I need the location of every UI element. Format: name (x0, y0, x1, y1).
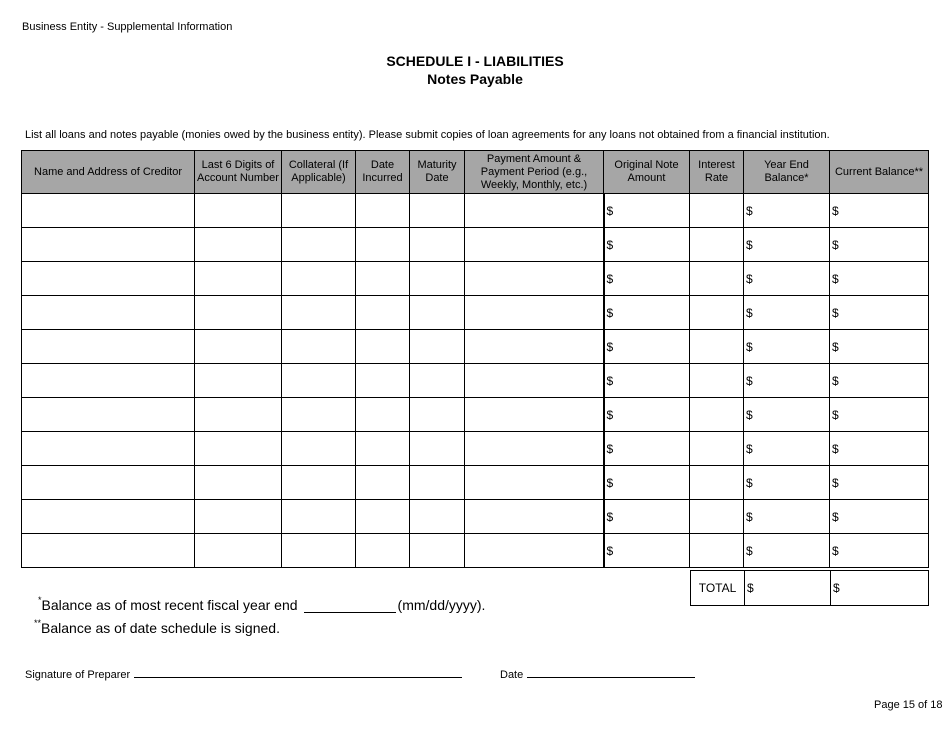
year-end-balance-field[interactable]: $ (744, 432, 830, 466)
table-row (22, 262, 929, 296)
year-end-balance-field[interactable]: $ (744, 500, 830, 534)
year-end-balance-field[interactable]: $ (744, 534, 830, 568)
signature-field[interactable] (134, 667, 462, 678)
maturity-date-field[interactable] (410, 432, 465, 466)
payment-field[interactable] (465, 500, 604, 534)
footnote-text: Balance as of most recent fiscal year end (41, 597, 298, 613)
account-field[interactable] (195, 364, 282, 398)
account-field[interactable] (195, 466, 282, 500)
date-block (500, 667, 695, 681)
interest-rate-field[interactable] (690, 364, 744, 398)
signature-block (25, 667, 462, 681)
interest-rate-field[interactable] (690, 398, 744, 432)
year-end-balance-field[interactable]: $ (744, 228, 830, 262)
date-label: Date (500, 669, 524, 681)
col-header-account: Last 6 Digits of Account Number (195, 151, 282, 194)
date-incurred-field[interactable] (356, 398, 410, 432)
interest-rate-field[interactable] (690, 330, 744, 364)
payment-field[interactable] (465, 364, 604, 398)
collateral-field[interactable] (282, 296, 356, 330)
original-amount-field[interactable]: $ (604, 364, 690, 398)
maturity-date-field[interactable] (410, 398, 465, 432)
date-incurred-field[interactable] (356, 296, 410, 330)
col-header-current-balance: Current Balance** (830, 151, 929, 194)
original-amount-field[interactable]: $ (604, 330, 690, 364)
current-balance-field[interactable]: $ (830, 330, 929, 364)
col-header-date-incurred: Date Incurred (356, 151, 410, 194)
account-field[interactable] (195, 534, 282, 568)
interest-rate-field[interactable] (690, 228, 744, 262)
year-end-balance-field[interactable]: $ (744, 466, 830, 500)
date-incurred-field[interactable] (356, 534, 410, 568)
original-amount-field[interactable]: $ (604, 466, 690, 500)
payment-field[interactable] (465, 330, 604, 364)
payment-field[interactable] (465, 466, 604, 500)
year-end-balance-field[interactable]: $ (744, 194, 830, 228)
creditor-field[interactable] (22, 466, 195, 500)
account-field[interactable] (195, 296, 282, 330)
table-row (22, 228, 929, 262)
footnote-year-end (38, 597, 485, 613)
original-amount-field[interactable]: $ (604, 194, 690, 228)
table-row (22, 296, 929, 330)
fiscal-year-end-date-field[interactable] (304, 598, 396, 613)
creditor-field[interactable] (22, 364, 195, 398)
col-header-year-end-balance: Year End Balance* (744, 151, 830, 194)
schedule-subtitle: Notes Payable (427, 71, 523, 87)
payment-field[interactable] (465, 262, 604, 296)
collateral-field[interactable] (282, 262, 356, 296)
account-field[interactable] (195, 262, 282, 296)
creditor-field[interactable] (22, 262, 195, 296)
col-header-original-amount: Original Note Amount (604, 151, 690, 194)
table-row (22, 432, 929, 466)
table-row (22, 500, 929, 534)
table-row (22, 398, 929, 432)
interest-rate-field[interactable] (690, 296, 744, 330)
year-end-balance-field[interactable]: $ (744, 296, 830, 330)
signature-label: Signature of Preparer (25, 669, 131, 681)
col-header-payment: Payment Amount & Payment Period (e.g., Weekly, Monthly, etc.) (465, 151, 604, 194)
document-header: Business Entity - Supplemental Information (22, 21, 233, 33)
maturity-date-field[interactable] (410, 228, 465, 262)
original-amount-field[interactable]: $ (604, 228, 690, 262)
date-incurred-field[interactable] (356, 262, 410, 296)
original-amount-field[interactable]: $ (604, 432, 690, 466)
creditor-field[interactable] (22, 500, 195, 534)
maturity-date-field[interactable] (410, 364, 465, 398)
year-end-balance-field[interactable]: $ (744, 364, 830, 398)
interest-rate-field[interactable] (690, 500, 744, 534)
total-year-end-field[interactable]: $ (745, 571, 831, 606)
table-row (22, 330, 929, 364)
account-field[interactable] (195, 432, 282, 466)
footnote-marker: ** (34, 618, 42, 628)
table-row (22, 364, 929, 398)
interest-rate-field[interactable] (690, 432, 744, 466)
creditor-field[interactable] (22, 296, 195, 330)
current-balance-field[interactable]: $ (830, 228, 929, 262)
schedule-title: SCHEDULE I - LIABILITIES (386, 53, 564, 69)
maturity-date-field[interactable] (410, 194, 465, 228)
collateral-field[interactable] (282, 534, 356, 568)
date-incurred-field[interactable] (356, 330, 410, 364)
payment-field[interactable] (465, 296, 604, 330)
table-header-row (22, 151, 929, 194)
account-field[interactable] (195, 398, 282, 432)
date-incurred-field[interactable] (356, 466, 410, 500)
creditor-field[interactable] (22, 228, 195, 262)
creditor-field[interactable] (22, 398, 195, 432)
instructions-text: List all loans and notes payable (monies owed by the business entity). Please submit copies of loan agreements for any loans not obtained from a financial institution. (25, 129, 830, 141)
totals-row (690, 570, 929, 606)
interest-rate-field[interactable] (690, 534, 744, 568)
footnote-current (34, 620, 280, 636)
total-label: TOTAL (691, 571, 745, 606)
interest-rate-field[interactable] (690, 466, 744, 500)
page-number: Page 15 of 18 (874, 699, 943, 711)
current-balance-field[interactable]: $ (830, 194, 929, 228)
date-incurred-field[interactable] (356, 500, 410, 534)
maturity-date-field[interactable] (410, 296, 465, 330)
maturity-date-field[interactable] (410, 500, 465, 534)
table-row (22, 194, 929, 228)
date-field[interactable] (527, 667, 695, 678)
interest-rate-field[interactable] (690, 262, 744, 296)
payment-field[interactable] (465, 228, 604, 262)
date-format-hint: (mm/dd/yyyy). (397, 597, 486, 613)
original-amount-field[interactable]: $ (604, 398, 690, 432)
maturity-date-field[interactable] (410, 262, 465, 296)
year-end-balance-field[interactable]: $ (744, 262, 830, 296)
maturity-date-field[interactable] (410, 534, 465, 568)
date-incurred-field[interactable] (356, 194, 410, 228)
table-row (22, 534, 929, 568)
maturity-date-field[interactable] (410, 330, 465, 364)
collateral-field[interactable] (282, 432, 356, 466)
year-end-balance-field[interactable]: $ (744, 398, 830, 432)
maturity-date-field[interactable] (410, 466, 465, 500)
interest-rate-field[interactable] (690, 194, 744, 228)
total-current-field[interactable]: $ (831, 571, 929, 606)
col-header-collateral: Collateral (If Applicable) (282, 151, 356, 194)
current-balance-field[interactable]: $ (830, 534, 929, 568)
current-balance-field[interactable]: $ (830, 262, 929, 296)
table-row (22, 466, 929, 500)
current-balance-field[interactable]: $ (830, 296, 929, 330)
account-field[interactable] (195, 500, 282, 534)
collateral-field[interactable] (282, 500, 356, 534)
creditor-field[interactable] (22, 534, 195, 568)
payment-field[interactable] (465, 432, 604, 466)
date-incurred-field[interactable] (356, 432, 410, 466)
current-balance-field[interactable]: $ (830, 398, 929, 432)
current-balance-field[interactable]: $ (830, 500, 929, 534)
creditor-field[interactable] (22, 194, 195, 228)
current-balance-field[interactable]: $ (830, 432, 929, 466)
original-amount-field[interactable]: $ (604, 296, 690, 330)
original-amount-field[interactable]: $ (604, 262, 690, 296)
col-header-maturity-date: Maturity Date (410, 151, 465, 194)
account-field[interactable] (195, 194, 282, 228)
date-incurred-field[interactable] (356, 228, 410, 262)
notes-payable-table (21, 150, 929, 568)
footnote-text: Balance as of date schedule is signed. (41, 620, 280, 636)
original-amount-field[interactable]: $ (604, 534, 690, 568)
collateral-field[interactable] (282, 194, 356, 228)
year-end-balance-field[interactable]: $ (744, 330, 830, 364)
payment-field[interactable] (465, 398, 604, 432)
collateral-field[interactable] (282, 364, 356, 398)
current-balance-field[interactable]: $ (830, 466, 929, 500)
payment-field[interactable] (465, 194, 604, 228)
account-field[interactable] (195, 330, 282, 364)
col-header-interest-rate: Interest Rate (690, 151, 744, 194)
collateral-field[interactable] (282, 228, 356, 262)
original-amount-field[interactable]: $ (604, 500, 690, 534)
current-balance-field[interactable]: $ (830, 364, 929, 398)
date-incurred-field[interactable] (356, 364, 410, 398)
collateral-field[interactable] (282, 330, 356, 364)
payment-field[interactable] (465, 534, 604, 568)
account-field[interactable] (195, 228, 282, 262)
col-header-creditor: Name and Address of Creditor (22, 151, 195, 194)
creditor-field[interactable] (22, 330, 195, 364)
collateral-field[interactable] (282, 398, 356, 432)
collateral-field[interactable] (282, 466, 356, 500)
creditor-field[interactable] (22, 432, 195, 466)
footnote-marker: * (38, 595, 42, 605)
